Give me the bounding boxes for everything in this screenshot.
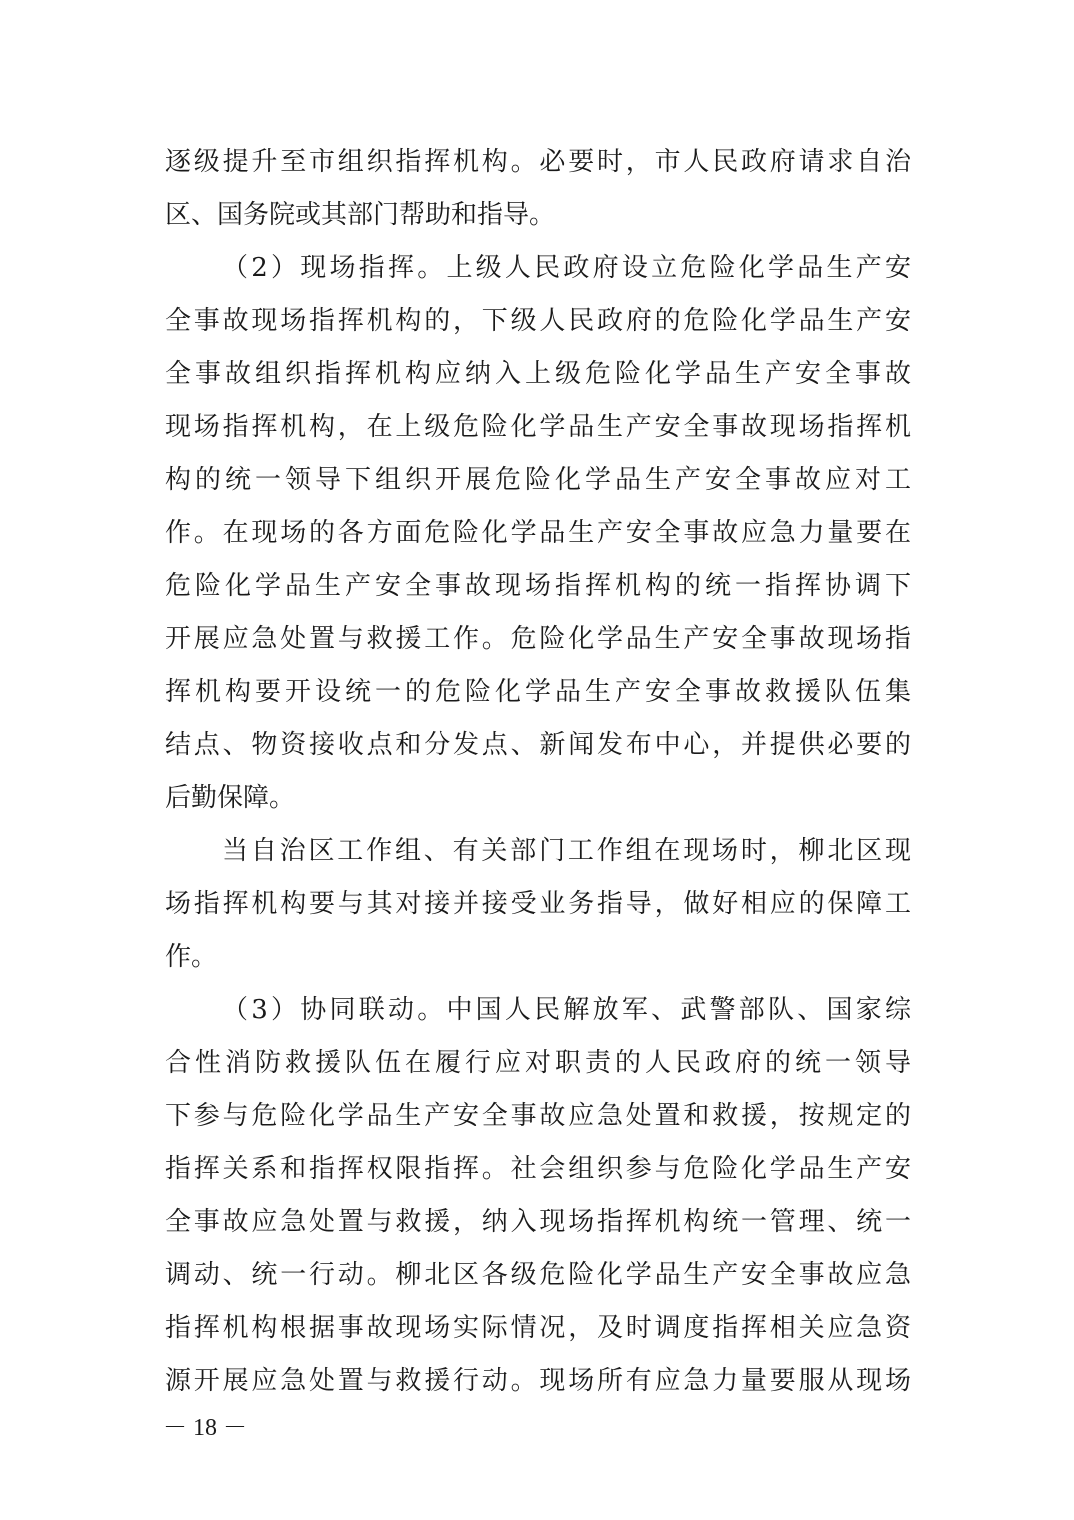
page-number: － 18 － [163, 1415, 247, 1441]
text-line: 后勤保障。 [165, 783, 296, 813]
text-line: 开展应急处置与救援工作。危险化学品生产安全事故现场指 [165, 624, 911, 654]
text-line: 作。 [165, 942, 218, 972]
text-line: 全事故组织指挥机构应纳入上级危险化学品生产安全事故 [165, 359, 911, 389]
text-line: 场指挥机构要与其对接并接受业务指导，做好相应的保障工 [165, 889, 911, 919]
paragraph-heading-line: （3）协同联动。中国人民解放军、武警部队、国家综 [222, 995, 911, 1025]
paragraph-start-line: 当自治区工作组、有关部门工作组在现场时，柳北区现 [222, 836, 911, 866]
text-line: 构的统一领导下组织开展危险化学品生产安全事故应对工 [165, 465, 911, 495]
text-line: 全事故应急处置与救援，纳入现场指挥机构统一管理、统一 [165, 1207, 911, 1237]
text-line: 现场指挥机构，在上级危险化学品生产安全事故现场指挥机 [165, 412, 911, 442]
text-line: 下参与危险化学品生产安全事故应急处置和救援，按规定的 [165, 1101, 911, 1131]
text-line: 源开展应急处置与救援行动。现场所有应急力量要服从现场 [165, 1366, 911, 1396]
paragraph-heading-line: （2）现场指挥。上级人民政府设立危险化学品生产安 [222, 253, 911, 283]
text-line: 逐级提升至市组织指挥机构。必要时，市人民政府请求自治 [165, 147, 911, 177]
text-line: 指挥机构根据事故现场实际情况，及时调度指挥相关应急资 [165, 1313, 911, 1343]
text-line: 挥机构要开设统一的危险化学品生产安全事故救援队伍集 [165, 677, 911, 707]
text-line: 结点、物资接收点和分发点、新闻发布中心，并提供必要的 [165, 730, 911, 760]
body-text [165, 136, 911, 1408]
text-line: 指挥关系和指挥权限指挥。社会组织参与危险化学品生产安 [165, 1154, 911, 1184]
text-line: 合性消防救援队伍在履行应对职责的人民政府的统一领导 [165, 1048, 911, 1078]
text-line: 调动、统一行动。柳北区各级危险化学品生产安全事故应急 [165, 1260, 911, 1290]
text-line: 全事故现场指挥机构的，下级人民政府的危险化学品生产安 [165, 306, 911, 336]
text-line: 危险化学品生产安全事故现场指挥机构的统一指挥协调下 [165, 571, 911, 601]
text-line: 区、国务院或其部门帮助和指导。 [165, 200, 556, 230]
text-line: 作。在现场的各方面危险化学品生产安全事故应急力量要在 [165, 518, 911, 548]
